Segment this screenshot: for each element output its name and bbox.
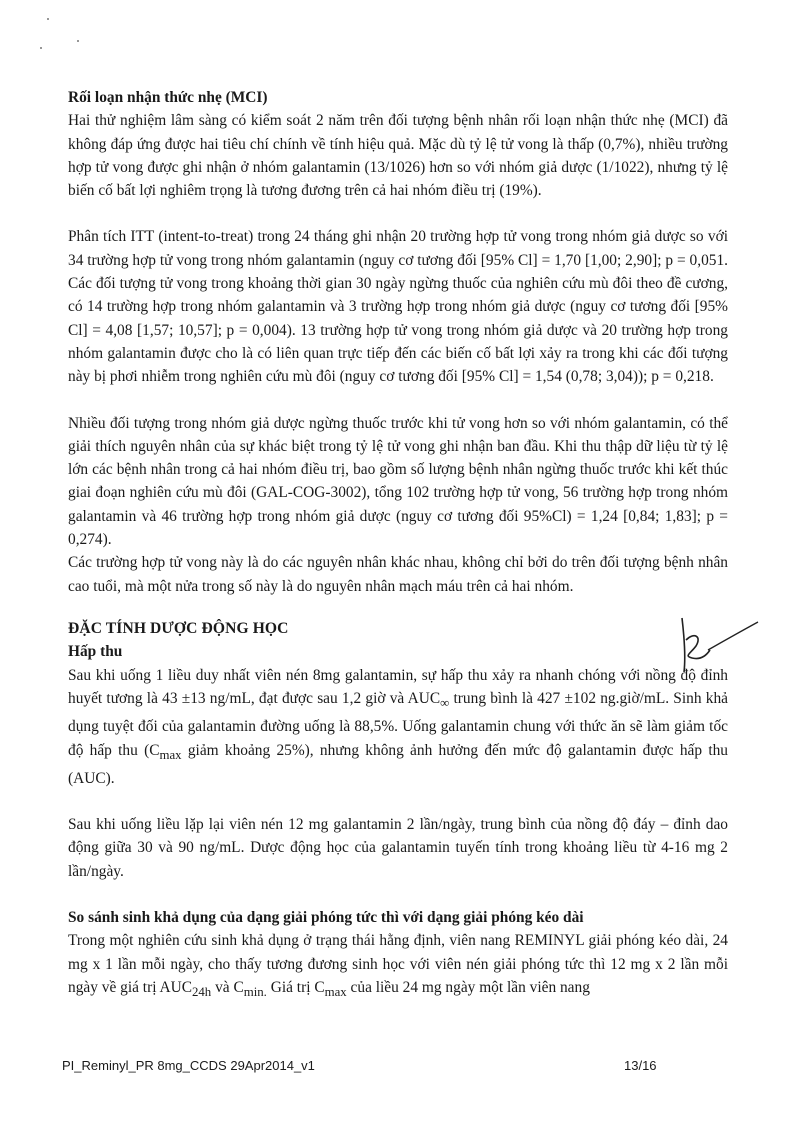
section-heading-mci: Rối loạn nhận thức nhẹ (MCI) [68,89,268,106]
text-run: giảm khoảng 25%), nhưng không ảnh hưởng đến mức độ galantamin được hấp thu (AUC). [68,741,728,787]
document-body [68,86,728,1004]
subscript: 24h [191,985,212,1000]
subscript: max [159,747,182,762]
paragraph [68,929,728,1004]
subscript: max [324,985,347,1000]
paragraph [68,664,728,791]
section-heading-pharmacokinetics: ĐẶC TÍNH DƯỢC ĐỘNG HỌC [68,619,289,637]
paragraph: Các trường hợp tử vong này là do các nguyên nhân khác nhau, không chỉ bởi do trên đối tượng bệnh nhân cao tuổi, mà một nửa trong số này là do nguyên nhân mạch máu trên cả hai nhóm. [68,554,728,595]
subsection-heading-absorption: Hấp thu [68,643,123,661]
text-run: Giá trị C [266,978,325,996]
paragraph: Sau khi uống liều lặp lại viên nén 12 mg galantamin 2 lần/ngày, trung bình của nồng độ đáy – đỉnh dao động giữa 30 và 90 ng/mL. Dược động học của galantamin tuyến tính trong khoảng liều từ 4-16 mg 2 lần/ngày. [68,816,728,880]
text-run: và C [211,978,244,996]
paragraph: Nhiều đối tượng trong nhóm giả dược ngừng thuốc trước khi tử vong hơn so với nhóm galantamin, có thể giải thích nguyên nhân của sự khác biệt trong tỷ lệ tử vong ghi nhận ban đầu. Khi thu thập dữ liệu từ tỷ lệ lớn các bệnh nhân trong cả hai nhóm điều trị, bao gồm số lượng bệnh nhân ngừng thuốc trước khi kết thúc giai đoạn nghiên cứu mù đôi (GAL-COG-3002), tổng 102 trường hợp tử vong, 56 trường hợp trong nhóm galantamin và 46 trường hợp trong nhóm giả dược (nguy cơ tương đối 95%Cl) = 1,24 [0,84; 1,83]; p = 0,274). [68,414,728,549]
handwritten-signature [672,610,762,680]
document-id: PI_Reminyl_PR 8mg_CCDS 29Apr2014_v1 [62,1058,315,1073]
subsection-heading-bioavailability: So sánh sinh khả dụng của dạng giải phóng tức thì với dạng giải phóng kéo dài [68,909,584,927]
scan-speck [77,40,79,42]
text-run: Trong một nghiên cứu sinh khả dụng ở trạng thái hằng định, viên nang REMINYL giải phóng kéo dài, 24 mg x 1 lần mỗi ngày, cho thấy tương đương sinh học với viên nén giải phóng tức thì 12 mg x 2 lần mỗi ngày về giá trị AUC [68,932,728,996]
page-number: 13/16 [624,1058,657,1073]
text-run: trung bình là 427 ±102 ng.giờ/mL. Sinh khả dụng tuyệt đối của galantamin đường uống là 88,5%. Uống galantamin chung với thức ăn sẽ làm giảm tốc độ hấp thu (C [68,689,728,759]
text-run: của liều 24 mg ngày một lần viên nang [346,978,590,996]
paragraph: Phân tích ITT (intent-to-treat) trong 24 tháng ghi nhận 20 trường hợp tử vong trong nhóm giả dược so với 34 trường hợp tử vong trong nhóm galantamin (nguy cơ tương đối [95% Cl] = 1,70 [1,00; 2,90]; p = 0,051. Các đối tượng tử vong trong khoảng thời gian 30 ngày ngừng thuốc của nghiên cứu mù đôi theo đề cương, có 14 trường hợp trong nhóm galantamin và 3 trường hợp trong nhóm giả dược (nguy cơ tương đối [95% Cl] = 4,08 [1,57; 10,57]; p = 0,004). 13 trường hợp tử vong trong nhóm giả dược và 20 trường hợp trong nhóm galantamin được cho là có liên quan trực tiếp đến các biến cố bất lợi xảy ra trong khi các đối tượng này bị phơi nhiễm trong nghiên cứu mù đôi (nguy cơ tương đối [95% Cl] = 1,54 (0,78; 3,04)); p = 0,218. [68,228,728,386]
text-run: Sau khi uống 1 liều duy nhất viên nén 8mg galantamin, sự hấp thu xảy ra nhanh chóng với nồng độ đỉnh huyết tương là 43 ±13 ng/mL, đạt được sau 1,2 giờ và AUC [68,666,728,707]
paragraph: Hai thử nghiệm lâm sàng có kiểm soát 2 năm trên đối tượng bệnh nhân rối loạn nhận thức nhẹ (MCI) đã không đáp ứng được hai tiêu chí chính về tính hiệu quả. Mặc dù tỷ lệ tử vong là thấp (0,7%), nhiều trường hợp tử vong được ghi nhận ở nhóm galantamin (13/1026) hơn so với nhóm giả dược (1/1022), nhưng tỷ lệ biến cố bất lợi nghiêm trọng là tương đương trên cả hai nhóm điều trị (19%). [68,112,728,200]
subscript: min. [243,985,267,1000]
subscript: ∞ [440,695,450,710]
scan-speck [47,18,49,20]
scan-speck [40,47,42,49]
